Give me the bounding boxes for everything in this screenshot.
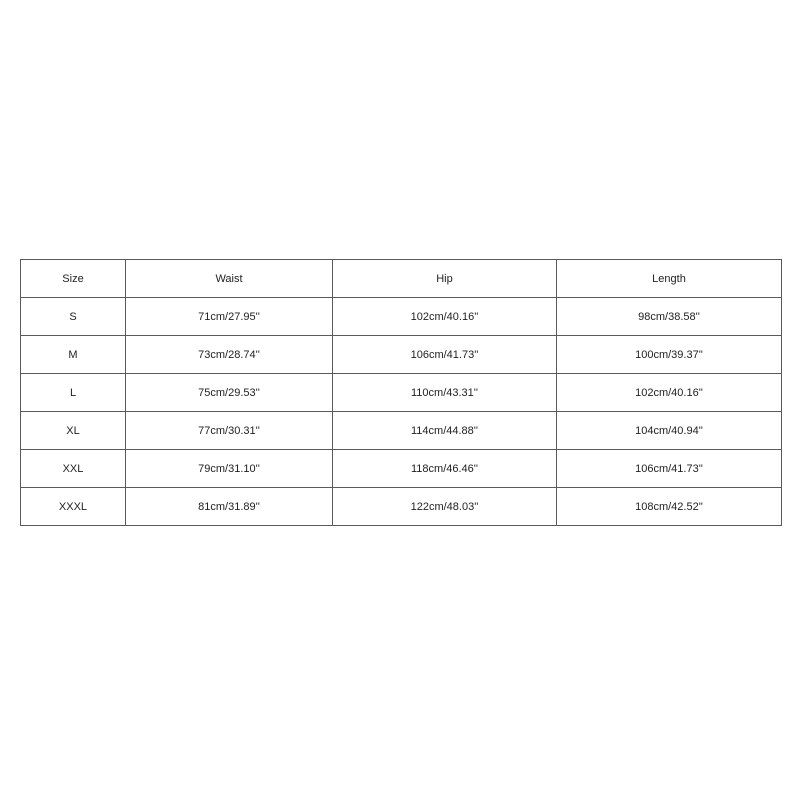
cell-length: 102cm/40.16'' [557,374,782,412]
header-length: Length [557,260,782,298]
cell-size: XL [21,412,126,450]
table-row [21,336,782,374]
header-row [21,260,782,298]
cell-hip: 110cm/43.31'' [333,374,557,412]
table-row [21,298,782,336]
cell-length: 106cm/41.73'' [557,450,782,488]
cell-size: XXXL [21,488,126,526]
cell-waist: 73cm/28.74'' [126,336,333,374]
cell-hip: 122cm/48.03'' [333,488,557,526]
cell-waist: 79cm/31.10'' [126,450,333,488]
cell-waist: 81cm/31.89'' [126,488,333,526]
header-hip: Hip [333,260,557,298]
cell-hip: 118cm/46.46'' [333,450,557,488]
cell-size: M [21,336,126,374]
cell-waist: 71cm/27.95'' [126,298,333,336]
cell-length: 108cm/42.52'' [557,488,782,526]
cell-length: 98cm/38.58'' [557,298,782,336]
cell-length: 104cm/40.94'' [557,412,782,450]
cell-waist: 77cm/30.31'' [126,412,333,450]
cell-size: S [21,298,126,336]
table-row [21,450,782,488]
header-waist: Waist [126,260,333,298]
cell-waist: 75cm/29.53'' [126,374,333,412]
size-chart-table [20,259,782,526]
cell-size: XXL [21,450,126,488]
cell-length: 100cm/39.37'' [557,336,782,374]
cell-size: L [21,374,126,412]
table-row [21,488,782,526]
table-row [21,412,782,450]
cell-hip: 106cm/41.73'' [333,336,557,374]
header-size: Size [21,260,126,298]
cell-hip: 114cm/44.88'' [333,412,557,450]
cell-hip: 102cm/40.16'' [333,298,557,336]
table-row [21,374,782,412]
